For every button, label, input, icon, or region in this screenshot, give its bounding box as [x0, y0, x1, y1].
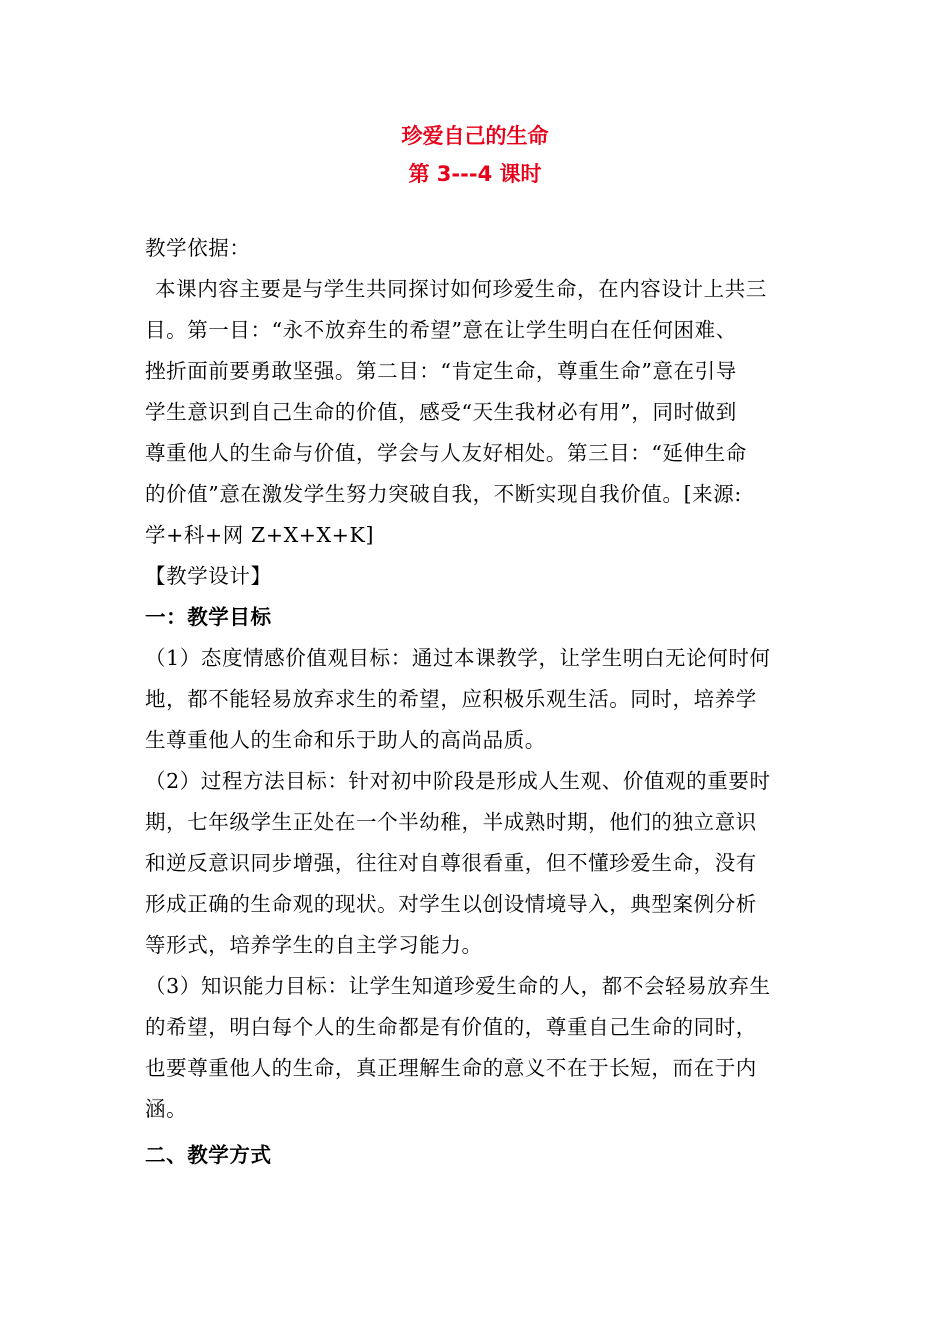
heading-teaching-design: 【教学设计】	[145, 564, 272, 588]
paragraph-line: 本课内容主要是与学生共同探讨如何珍爱生命，在内容设计上共三	[155, 277, 767, 301]
paragraph-line: 的价值”意在激发学生努力突破自我，不断实现自我价值。[来源:	[145, 482, 742, 506]
paragraph-line: （1）态度情感价值观目标：通过本课教学，让学生明白无论何时何	[145, 646, 771, 670]
paragraph-line: 挫折面前要勇敢坚强。第二目：“肯定生命，尊重生命”意在引导	[145, 359, 737, 383]
section-heading-objectives: 一：教学目标	[145, 605, 272, 629]
paragraph-line: 目。第一目：“永不放弃生的希望”意在让学生明白在任何困难、	[145, 318, 737, 342]
paragraph-line: 学+科+网 Z+X+X+K]	[145, 523, 375, 547]
paragraph-line: 形成正确的生命观的现状。对学生以创设情境导入，典型案例分析	[145, 892, 757, 916]
paragraph-line: 期，七年级学生正处在一个半幼稚，半成熟时期，他们的独立意识	[145, 810, 757, 834]
paragraph-line: 等形式，培养学生的自主学习能力。	[145, 933, 483, 957]
paragraph-line: 也要尊重他人的生命，真正理解生命的意义不在于长短，而在于内	[145, 1056, 757, 1080]
paragraph-line: 地，都不能轻易放弃求生的希望，应积极乐观生活。同时，培养学	[145, 687, 757, 711]
document-body	[145, 228, 810, 1176]
paragraph-line: 生尊重他人的生命和乐于助人的高尚品质。	[145, 728, 546, 752]
paragraph-line: 尊重他人的生命与价值，学会与人友好相处。第三目：“延伸生命	[145, 441, 747, 465]
paragraph-line: 的希望，明白每个人的生命都是有价值的，尊重自己生命的同时，	[145, 1015, 757, 1039]
document-title: 珍爱自己的生命	[401, 124, 549, 148]
section-heading-teaching-method: 二、教学方式	[145, 1143, 272, 1167]
paragraph-line: （3）知识能力目标：让学生知道珍爱生命的人，都不会轻易放弃生	[145, 974, 771, 998]
paragraph-line: 学生意识到自己生命的价值，感受“天生我材必有用”，同时做到	[145, 400, 737, 424]
paragraph-line: 和逆反意识同步增强，往往对自尊很看重，但不懂珍爱生命，没有	[145, 851, 757, 875]
paragraph-line: 涵。	[145, 1097, 188, 1121]
paragraph-line: （2）过程方法目标：针对初中阶段是形成人生观、价值观的重要时	[145, 769, 771, 793]
lesson-period: 第 3---4 课时	[408, 162, 542, 186]
heading-teaching-basis: 教学依据：	[145, 236, 251, 260]
